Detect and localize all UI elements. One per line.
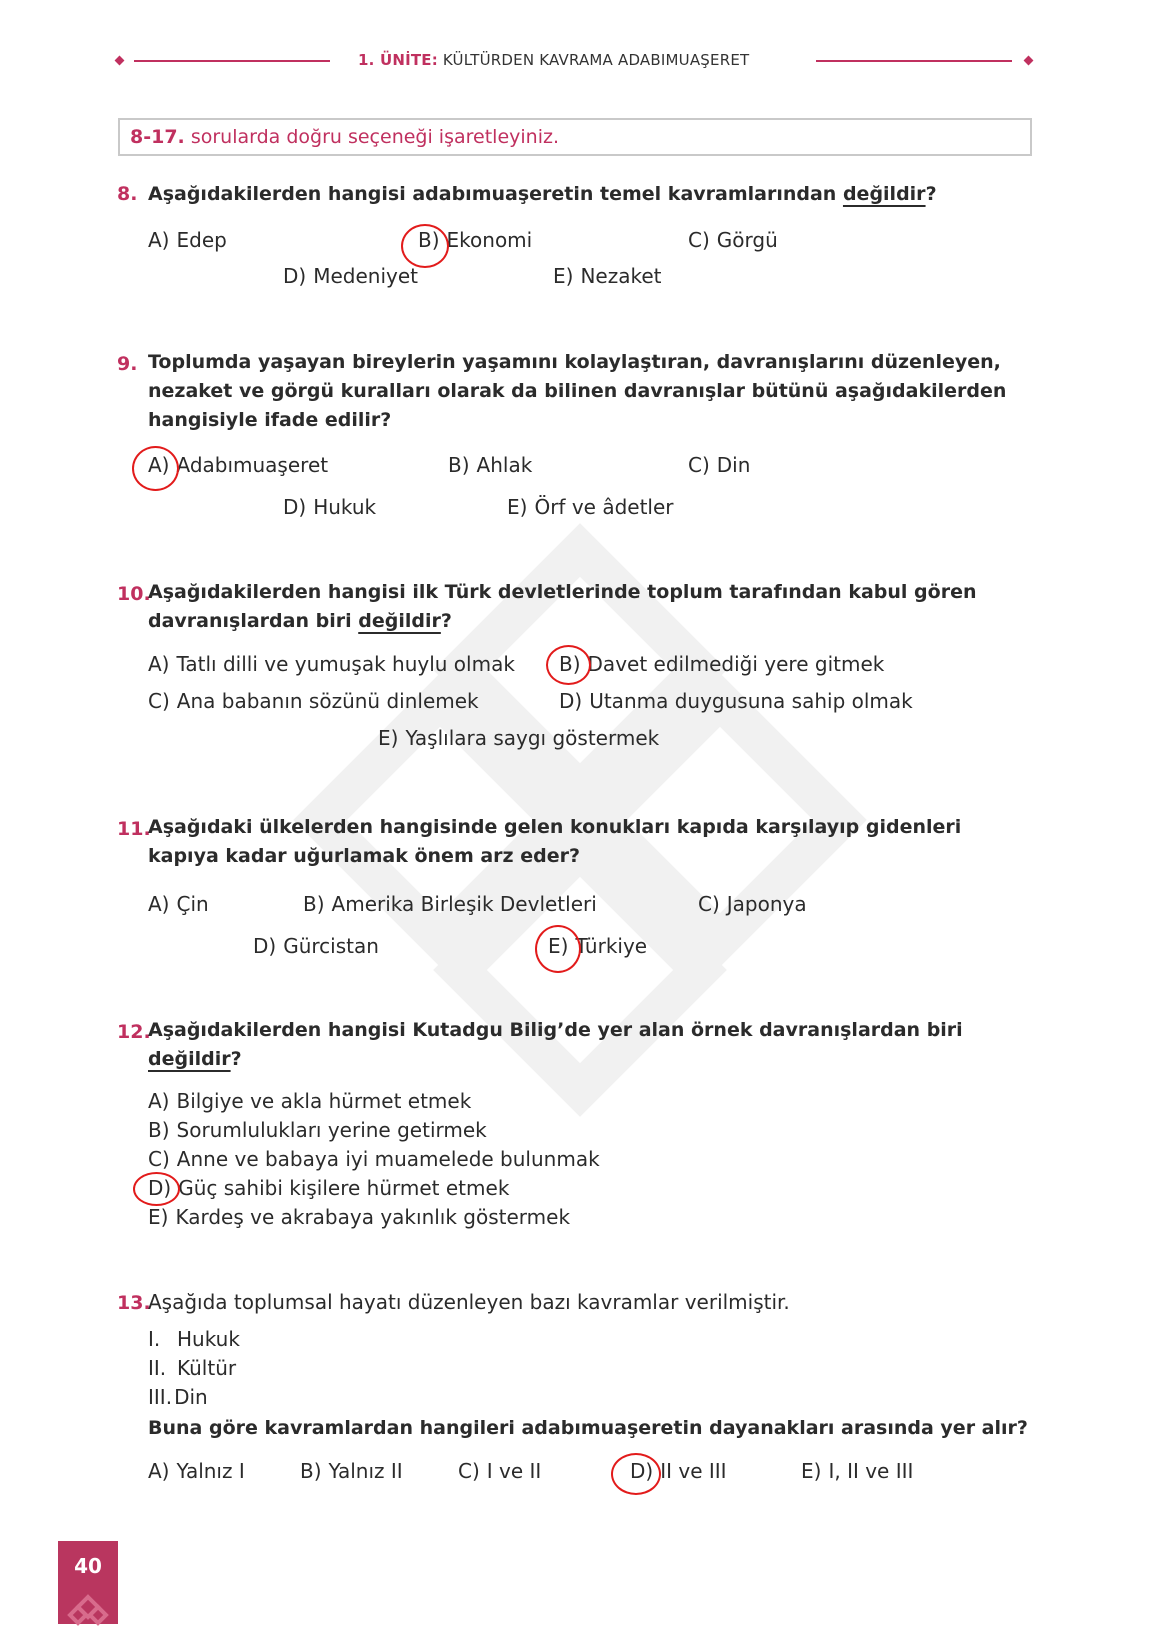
option-text: II ve III <box>660 1459 727 1483</box>
question-12-option-a[interactable] <box>148 1089 471 1113</box>
item-text: Hukuk <box>177 1327 240 1351</box>
question-10-option-a[interactable] <box>148 652 515 676</box>
question-11-option-a[interactable] <box>148 892 209 916</box>
question-9-option-c[interactable] <box>688 453 750 477</box>
question-8-option-d[interactable] <box>283 264 418 288</box>
option-text: Amerika Birleşik Devletleri <box>331 892 597 916</box>
question-9-line-2: nezaket ve görgü kuralları olarak da bilinen davranışlar bütünü aşağıdakilerden <box>148 380 1007 402</box>
instruction-text: sorularda doğru seçeneği işaretleyiniz. <box>190 126 559 148</box>
question-8-mark: ? <box>925 183 937 205</box>
question-10-option-e[interactable] <box>378 726 659 750</box>
option-text: Çin <box>176 892 209 916</box>
question-8-text <box>148 180 937 209</box>
option-letter: B) <box>300 1459 322 1483</box>
question-11-number: 11. <box>117 818 151 840</box>
question-12-line-1: Aşağıdakilerden hangisi Kutadgu Bilig’de yer alan örnek davranışlardan biri <box>148 1019 963 1041</box>
question-11-option-b[interactable] <box>303 892 597 916</box>
question-10-option-c[interactable] <box>148 689 479 713</box>
option-text: Türkiye <box>575 934 648 958</box>
option-letter: C) <box>688 453 710 477</box>
option-text: Örf ve âdetler <box>534 495 674 519</box>
question-10-option-d[interactable] <box>559 689 913 713</box>
option-text: Ahlak <box>476 453 533 477</box>
question-10-mark: ? <box>440 610 452 632</box>
option-letter: C) <box>688 228 710 252</box>
option-letter: C) <box>458 1459 480 1483</box>
option-text: Davet edilmediği yere gitmek <box>587 652 885 676</box>
option-text: Kardeş ve akrabaya yakınlık göstermek <box>175 1205 571 1229</box>
option-text: Yalnız I <box>176 1459 245 1483</box>
question-9-option-a[interactable] <box>148 453 328 477</box>
header-right-diamond-icon <box>1024 56 1034 66</box>
question-13-option-b[interactable] <box>300 1459 403 1483</box>
question-11-line-1: Aşağıdaki ülkelerden hangisinde gelen konukları kapıda karşılayıp gidenleri <box>148 816 962 838</box>
page-number: 40 <box>74 1554 102 1578</box>
option-letter: B) <box>303 892 325 916</box>
question-12-option-b[interactable] <box>148 1118 487 1142</box>
question-13-item-3 <box>148 1385 208 1409</box>
question-8-option-a[interactable] <box>148 228 227 252</box>
item-text: Din <box>174 1385 208 1409</box>
option-text: Hukuk <box>313 495 377 519</box>
roman-numeral: II. <box>148 1356 167 1380</box>
question-12-option-d[interactable] <box>148 1176 509 1200</box>
option-text: I ve II <box>486 1459 542 1483</box>
option-letter: E) <box>553 264 574 288</box>
question-13-option-a[interactable] <box>148 1459 245 1483</box>
question-9-number: 9. <box>117 353 138 375</box>
option-text: Görgü <box>716 228 778 252</box>
option-letter: D) <box>559 689 583 713</box>
roman-numeral: III. <box>148 1385 173 1409</box>
option-letter: D) <box>253 934 277 958</box>
option-text: Ana babanın sözünü dinlemek <box>176 689 479 713</box>
instruction-range: 8-17. <box>130 126 185 148</box>
question-13-number: 13. <box>117 1292 151 1314</box>
question-11-option-e[interactable] <box>548 934 647 958</box>
option-text: Tatlı dilli ve yumuşak huylu olmak <box>176 652 515 676</box>
question-10-stem: davranışlardan biri <box>148 610 359 632</box>
option-text: Anne ve babaya iyi muamelede bulunmak <box>176 1147 600 1171</box>
page-tab-motif-icon <box>64 1593 112 1627</box>
header-right-rule <box>816 60 1012 62</box>
question-8-option-e[interactable] <box>553 264 662 288</box>
question-9-line-1: Toplumda yaşayan bireylerin yaşamını kolaylaştıran, davranışlarını düzenleyen, <box>148 351 1001 373</box>
question-12-option-c[interactable] <box>148 1147 600 1171</box>
question-9-option-e[interactable] <box>507 495 674 519</box>
question-13-question: Buna göre kavramlardan hangileri adabımuaşeretin dayanakları arasında yer alır? <box>148 1417 1028 1439</box>
question-13-option-e[interactable] <box>801 1459 913 1483</box>
question-11-option-c[interactable] <box>698 892 807 916</box>
roman-numeral: I. <box>148 1327 161 1351</box>
option-letter: C) <box>148 1147 170 1171</box>
question-11-line-2: kapıya kadar uğurlamak önem arz eder? <box>148 845 580 867</box>
question-9-option-b[interactable] <box>448 453 532 477</box>
instruction-box <box>118 118 1032 156</box>
option-text: Ekonomi <box>446 228 533 252</box>
option-letter: E) <box>148 1205 169 1229</box>
question-12-line-2 <box>148 1045 242 1074</box>
question-8-number: 8. <box>117 183 138 205</box>
option-letter: A) <box>148 453 170 477</box>
option-letter: C) <box>148 689 170 713</box>
question-8-stem: Aşağıdakilerden hangisi adabımuaşeretin temel kavramlarından <box>148 183 843 205</box>
question-13-option-d[interactable] <box>630 1459 727 1483</box>
option-letter: C) <box>698 892 720 916</box>
question-13-item-2 <box>148 1356 236 1380</box>
option-text: Sorumlulukları yerine getirmek <box>176 1118 487 1142</box>
option-letter: E) <box>507 495 528 519</box>
option-letter: D) <box>148 1176 172 1200</box>
option-letter: A) <box>148 228 170 252</box>
item-text: Kültür <box>177 1356 237 1380</box>
option-text: Utanma duygusuna sahip olmak <box>589 689 913 713</box>
question-12-mark: ? <box>230 1048 242 1070</box>
option-text: Yalnız II <box>328 1459 403 1483</box>
option-letter: A) <box>148 1089 170 1113</box>
option-text: Japonya <box>726 892 807 916</box>
option-letter: A) <box>148 892 170 916</box>
option-text: Bilgiye ve akla hürmet etmek <box>176 1089 472 1113</box>
question-10-underlined-word: değildir <box>358 610 441 632</box>
option-letter: B) <box>148 1118 170 1142</box>
header-unit-title: KÜLTÜRDEN KAVRAMA ADABIMUAŞERET <box>442 51 750 69</box>
question-11-option-d[interactable] <box>253 934 379 958</box>
page-number-tab <box>58 1541 118 1624</box>
question-12-underlined-word: değildir <box>148 1048 231 1070</box>
option-letter: A) <box>148 1459 170 1483</box>
question-10-number: 10. <box>117 583 151 605</box>
option-letter: A) <box>148 652 170 676</box>
question-12-number: 12. <box>117 1021 151 1043</box>
option-text: Gürcistan <box>283 934 379 958</box>
question-13-intro: Aşağıda toplumsal hayatı düzenleyen bazı kavramlar verilmiştir. <box>148 1290 790 1314</box>
option-text: Nezaket <box>580 264 662 288</box>
option-text: I, II ve III <box>828 1459 914 1483</box>
question-13-item-1 <box>148 1327 240 1351</box>
question-8-underlined-word: değildir <box>842 183 926 205</box>
question-12-option-e[interactable] <box>148 1205 570 1229</box>
header-left-rule <box>134 60 330 62</box>
question-8-option-b[interactable] <box>418 228 532 252</box>
header-left-diamond-icon <box>115 56 125 66</box>
question-10-option-b[interactable] <box>559 652 884 676</box>
question-10-line-1: Aşağıdakilerden hangisi ilk Türk devletlerinde toplum tarafından kabul gören <box>148 581 977 603</box>
option-letter: B) <box>448 453 470 477</box>
option-text: Edep <box>176 228 227 252</box>
option-letter: D) <box>630 1459 654 1483</box>
question-8-option-c[interactable] <box>688 228 778 252</box>
option-letter: D) <box>283 264 307 288</box>
question-9-line-3: hangisiyle ifade edilir? <box>148 409 392 431</box>
header-unit: 1. ÜNİTE: <box>358 51 438 69</box>
option-letter: B) <box>559 652 581 676</box>
question-10-line-2 <box>148 607 452 636</box>
option-letter: E) <box>548 934 569 958</box>
option-text: Din <box>716 453 751 477</box>
option-letter: E) <box>801 1459 822 1483</box>
option-text: Yaşlılara saygı göstermek <box>405 726 660 750</box>
option-letter: D) <box>283 495 307 519</box>
option-letter: B) <box>418 228 440 252</box>
question-9-option-d[interactable] <box>283 495 376 519</box>
option-text: Adabımuaşeret <box>176 453 329 477</box>
option-letter: E) <box>378 726 399 750</box>
question-13-option-c[interactable] <box>458 1459 541 1483</box>
header-title <box>358 51 749 69</box>
option-text: Medeniyet <box>313 264 418 288</box>
option-text: Güç sahibi kişilere hürmet etmek <box>178 1176 510 1200</box>
